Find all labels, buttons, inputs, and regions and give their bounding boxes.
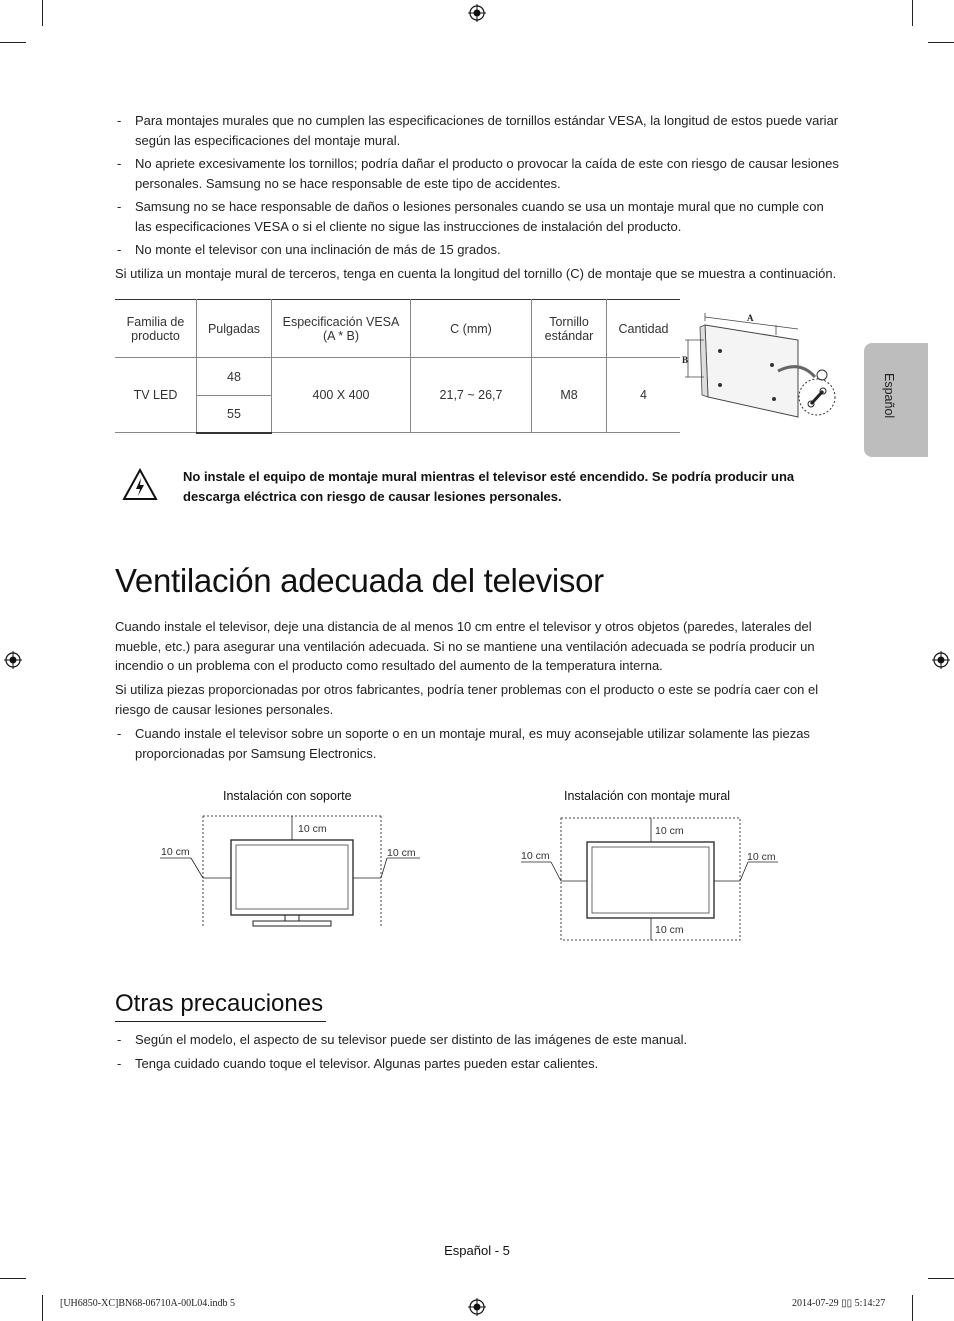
vesa-note-text: Para montajes murales que no cumplen las especificaciones de tornillos estándar VESA, la longitud de estos puede variar según las especificaciones del montaje mural. [135,113,839,148]
table-cell-family: TV LED [115,358,197,433]
registration-mark-icon [4,651,22,669]
vesa-note: - Samsung no se hace responsable de daños o lesiones personales cuando se usa un montaje mural que no cumple con las especificaciones VESA o si el cliente no sigue las instrucciones de instalación del producto. [115,197,840,236]
wall-installation-diagram [515,812,795,944]
clearance-label-left: 10 cm [521,850,550,862]
ventilation-note-text: Cuando instale el televisor sobre un soporte o en un montaje mural, es muy aconsejable utilizar solamente las piezas proporcionadas por Samsung Electronics. [135,726,810,761]
wall-mount-diagram [680,305,850,430]
crop-mark [928,42,954,43]
page-number: Español - 5 [444,1243,510,1258]
registration-mark-icon [468,4,486,22]
crop-mark [912,1295,913,1321]
vesa-note: - No monte el televisor con una inclinación de más de 15 grados. [115,240,840,260]
wall-installation-title: Instalación con montaje mural [564,789,731,803]
crop-mark [0,42,26,43]
clearance-label-right: 10 cm [387,847,416,859]
table-header: C (mm) [411,300,532,358]
vesa-spec-table [115,299,680,434]
vesa-note-text: No monte el televisor con una inclinación de más de 15 grados. [135,242,501,257]
table-cell-quantity: 4 [607,358,681,433]
crop-mark [0,1278,26,1279]
side-tab-label: Español [882,373,896,419]
third-party-intro: Si utiliza un montaje mural de terceros, tenga en cuenta la longitud del tornillo (C) de montaje que se muestra a continuación. [115,266,837,281]
table-header: Tornillo estándar [532,300,607,358]
electric-warning-icon [122,468,158,501]
table-cell-screw: M8 [532,358,607,433]
vesa-note: - Para montajes murales que no cumplen las especificaciones de tornillos estándar VESA, la longitud de estos puede variar según las especificaciones del montaje mural. [115,111,840,150]
precaution-item: - Tenga cuidado cuando toque el televisor. Algunas partes pueden estar calientes. [115,1054,840,1074]
table-header: Pulgadas [197,300,272,358]
precaution-item-text: Tenga cuidado cuando toque el televisor. Algunas partes pueden estar calientes. [135,1056,599,1071]
file-slug: [UH6850-XC]BN68-06710A-00L04.indb 5 [60,1298,235,1309]
table-header: Familia de producto [115,300,197,358]
heading-underline [115,1021,326,1022]
table-cell-size: 55 [197,396,272,433]
stand-installation-diagram [155,812,435,932]
precautions-heading: Otras precauciones [115,990,324,1017]
vesa-note-text: No apriete excesivamente los tornillos; podría dañar el producto o provocar la caída de este con riesgo de causar lesiones personales. Samsung no se hace responsable de este tipo de accidentes. [135,156,839,191]
ventilation-heading: Ventilación adecuada del televisor [115,562,604,599]
table-cell-c-mm: 21,7 ~ 26,7 [411,358,532,433]
registration-mark-icon [468,1298,486,1316]
vesa-note: - No apriete excesivamente los tornillos; podría dañar el producto o provocar la caída de este con riesgo de causar lesiones personales. Samsung no se hace responsable de este tipo de accidentes. [115,154,840,193]
ventilation-paragraph: Si utiliza piezas proporcionadas por otros fabricantes, podría tener problemas con el producto o este se podría caer con el riesgo de causar lesiones personales. [115,682,819,717]
table-cell-vesa: 400 X 400 [272,358,411,433]
clearance-label-bottom: 10 cm [655,924,684,936]
vesa-note-text: Samsung no se hace responsable de daños o lesiones personales cuando se usa un montaje mural que no cumple con las especificaciones VESA o si el cliente no sigue las instrucciones de instalación del producto. [135,199,824,234]
clearance-label-top: 10 cm [298,823,327,835]
registration-mark-icon [932,651,950,669]
ventilation-paragraph: Cuando instale el televisor, deje una distancia de al menos 10 cm entre el televisor y otros objetos (paredes, laterales del mueble, etc.) para asegurar una ventilación adecuada. Si no se mantiene una ventilación adecuada se podría producir un incendio o un problema con el producto como resultado del aumento de la temperatura interna. [115,619,815,673]
clearance-label-left: 10 cm [161,846,190,858]
table-header: Especificación VESA (A * B) [272,300,411,358]
stand-installation-title: Instalación con soporte [223,789,352,803]
ventilation-note: - Cuando instale el televisor sobre un soporte o en un montaje mural, es muy aconsejable utilizar solamente las piezas proporcionadas por Samsung Electronics. [115,724,840,763]
table-header: Cantidad [607,300,681,358]
dimension-label-b: B [682,355,689,365]
language-side-tab [864,343,928,457]
crop-mark [928,1278,954,1279]
clearance-label-top: 10 cm [655,825,684,837]
table-cell-size: 48 [197,358,272,396]
clearance-label-right: 10 cm [747,851,776,863]
precaution-item-text: Según el modelo, el aspecto de su televisor puede ser distinto de las imágenes de este manual. [135,1032,688,1047]
crop-mark [42,1295,43,1321]
precaution-item: - Según el modelo, el aspecto de su televisor puede ser distinto de las imágenes de este manual. [115,1030,840,1050]
crop-mark [912,0,913,26]
crop-mark [42,0,43,26]
wall-mount-warning: No instale el equipo de montaje mural mientras el televisor esté encendido. Se podría producir una descarga eléctrica con riesgo de causar lesiones personales. [183,469,795,504]
print-timestamp: 2014-07-29 ▯▯ 5:14:27 [792,1298,886,1309]
dimension-label-a: A [747,313,754,323]
